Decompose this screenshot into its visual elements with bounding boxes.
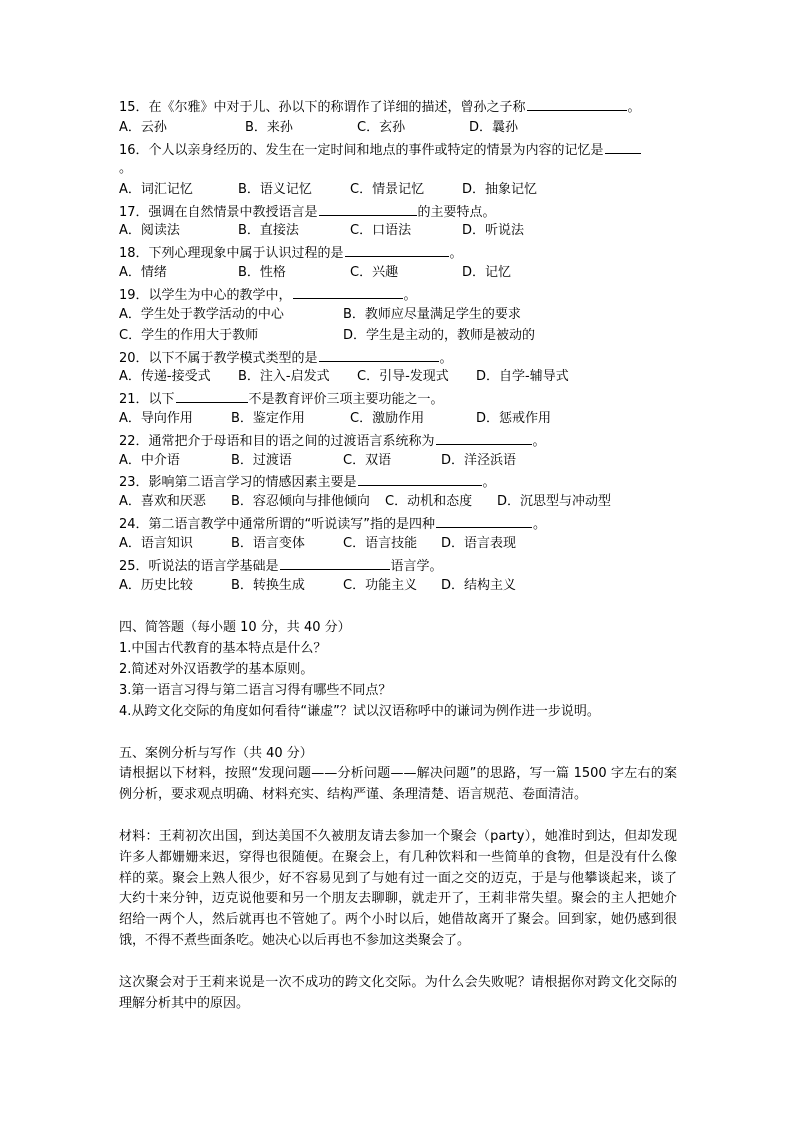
question-stem: 25．听说法的语言学基础是 — [119, 559, 279, 574]
question-25 — [119, 555, 443, 577]
question-stem: 19．以学生为中心的教学中， — [119, 288, 292, 303]
option-a[interactable]: A．喜欢和厌恶 — [119, 494, 206, 509]
case-question: 这次聚会对于王莉来说是一次不成功的跨文化交际。为什么会失败呢？请根据你对跨文化交际的理解分析其中的原因。 — [119, 975, 677, 1011]
option-c[interactable]: C．激励作用 — [350, 411, 425, 426]
question-stem-end: 。 — [532, 434, 546, 449]
option-d[interactable]: D．曩孙 — [469, 120, 519, 135]
question-stem: 15．在《尔雅》中对于儿、孙以下的称谓作了详细的描述，曾孙之子称 — [119, 100, 526, 115]
option-a[interactable]: A．云孙 — [119, 120, 167, 135]
answer-blank[interactable] — [358, 471, 482, 486]
question-stem-end: 不是教育评价三项主要功能之一。 — [248, 392, 444, 407]
option-b[interactable]: B．教师应尽量满足学生的要求 — [343, 307, 521, 322]
answer-blank[interactable] — [436, 513, 532, 528]
option-c[interactable]: C．口语法 — [350, 223, 412, 238]
option-b[interactable]: B．性格 — [238, 265, 286, 280]
short-answer-2: 2.简述对外汉语教学的基本原则。 — [119, 662, 314, 677]
option-a[interactable]: A．词汇记忆 — [119, 182, 193, 197]
question-stem: 22．通常把介于母语和目的语之间的过渡语言系统称为 — [119, 434, 435, 449]
question-18 — [119, 242, 463, 264]
option-c[interactable]: C．引导-发现式 — [357, 369, 449, 384]
answer-blank[interactable] — [527, 96, 627, 111]
short-answer-1: 1.中国古代教育的基本特点是什么？ — [119, 641, 327, 656]
question-stem-end: 。 — [627, 100, 641, 115]
option-d[interactable]: D．自学-辅导式 — [476, 369, 569, 384]
section-4-title: 四、简答题（每小题 10 分，共 40 分） — [119, 620, 351, 635]
question-stem: 17．强调在自然情景中教授语言是 — [119, 205, 318, 220]
short-answer-3: 3.第一语言习得与第二语言习得有哪些不同点？ — [119, 683, 392, 698]
option-a[interactable]: A．传递-接受式 — [119, 369, 211, 384]
question-stem: 21．以下 — [119, 392, 175, 407]
option-b[interactable]: B．语言变体 — [231, 536, 305, 551]
question-stem: 20．以下不属于教学模式类型的是 — [119, 351, 318, 366]
answer-blank[interactable] — [345, 242, 449, 257]
option-a[interactable]: A．语言知识 — [119, 536, 193, 551]
section-5-instruction: 请根据以下材料，按照“发现问题——分析问题——解决问题”的思路，写一篇 1500 字左右的案例分析，要求观点明确、材料充实、结构严谨、条理清楚、语言规范、卷面清洁。 — [119, 766, 677, 802]
option-d[interactable]: D．学生是主动的，教师是被动的 — [343, 328, 536, 343]
option-d[interactable]: D．沉思型与冲动型 — [497, 494, 612, 509]
question-15 — [119, 96, 641, 118]
option-a[interactable]: A．情绪 — [119, 265, 167, 280]
short-answer-4: 4.从跨文化交际的角度如何看待“谦虚”？试以汉语称呼中的谦词为例作进一步说明。 — [119, 704, 600, 719]
section-5-title: 五、案例分析与写作（共 40 分） — [119, 746, 313, 761]
option-c[interactable]: C．语言技能 — [343, 536, 418, 551]
option-d[interactable]: D．结构主义 — [441, 578, 517, 593]
option-c[interactable]: C．学生的作用大于教师 — [119, 328, 259, 343]
option-b[interactable]: B．语义记忆 — [238, 182, 312, 197]
question-22 — [119, 430, 546, 452]
question-stem: 18．下列心理现象中属于认识过程的是 — [119, 246, 344, 261]
question-stem-end: 。 — [533, 517, 547, 532]
option-a[interactable]: A．阅读法 — [119, 223, 180, 238]
option-b[interactable]: B．过渡语 — [231, 453, 292, 468]
question-20 — [119, 347, 453, 369]
question-19 — [119, 284, 417, 306]
question-stem-end: 的主要特点。 — [417, 205, 496, 220]
option-b[interactable]: B．容忍倾向与排他倾向 — [231, 494, 370, 509]
option-c[interactable]: C．情景记忆 — [350, 182, 425, 197]
option-b[interactable]: B．转换生成 — [231, 578, 305, 593]
question-23 — [119, 471, 496, 493]
question-stem: 23．影响第二语言学习的情感因素主要是 — [119, 475, 357, 490]
answer-blank[interactable] — [176, 388, 248, 403]
option-d[interactable]: D．抽象记忆 — [462, 182, 538, 197]
option-c[interactable]: C．玄孙 — [357, 120, 406, 135]
option-c[interactable]: C．功能主义 — [343, 578, 418, 593]
question-stem: 16．个人以亲身经历的、发生在一定时间和地点的事件或特定的情景为内容的记忆是 — [119, 143, 604, 158]
option-d[interactable]: D．惩戒作用 — [476, 411, 552, 426]
option-d[interactable]: D．记忆 — [462, 265, 512, 280]
question-24 — [119, 513, 546, 535]
answer-blank[interactable] — [436, 430, 532, 445]
option-d[interactable]: D．洋泾浜语 — [441, 453, 517, 468]
answer-blank[interactable] — [605, 139, 641, 154]
question-16-end: 。 — [119, 161, 133, 176]
answer-blank[interactable] — [293, 284, 403, 299]
answer-blank[interactable] — [319, 201, 417, 216]
option-b[interactable]: B．直接法 — [238, 223, 299, 238]
question-stem: 24．第二语言教学中通常所谓的“听说读写”指的是四种 — [119, 517, 436, 532]
question-stem-end: 。 — [482, 475, 496, 490]
question-stem-end: 语言学。 — [390, 559, 443, 574]
option-c[interactable]: C．动机和态度 — [385, 494, 473, 509]
question-stem-end: 。 — [439, 351, 453, 366]
answer-blank[interactable] — [280, 555, 390, 570]
question-16 — [119, 139, 642, 161]
question-stem-end: 。 — [449, 246, 463, 261]
option-c[interactable]: C．兴趣 — [350, 265, 399, 280]
question-21 — [119, 388, 444, 410]
option-a[interactable]: A．导向作用 — [119, 411, 193, 426]
question-stem-end: 。 — [403, 288, 417, 303]
option-b[interactable]: B．鉴定作用 — [231, 411, 305, 426]
option-d[interactable]: D．听说法 — [462, 223, 525, 238]
option-c[interactable]: C．双语 — [343, 453, 392, 468]
option-a[interactable]: A．中介语 — [119, 453, 180, 468]
case-material: 材料：王莉初次出国，到达美国不久被朋友请去参加一个聚会（party），她准时到达，但却发现许多人都姗姗来迟，穿得也很随便。在聚会上，有几种饮料和一些简单的食物，但是没有什么像样的菜。聚会上熟人很少，好不容易见到了与她有过一面之交的迈克，于是与他攀谈起来，谈了大约十来分钟，迈克说他要和另一个朋友去聊聊，就走开了，王莉非常失望。聚会的主人把她介绍给一两个人，然后就再也不管她了。两个小时以后，她借故离开了聚会。回到家，她仍感到很饿，不得不煮些面条吃。她决心以后再也不参加这类聚会了。 — [119, 829, 677, 948]
option-d[interactable]: D．语言表现 — [441, 536, 517, 551]
option-a[interactable]: A．学生处于教学活动的中心 — [119, 307, 284, 322]
option-b[interactable]: B．注入-启发式 — [238, 369, 330, 384]
option-a[interactable]: A．历史比较 — [119, 578, 193, 593]
answer-blank[interactable] — [319, 347, 439, 362]
option-b[interactable]: B．来孙 — [245, 120, 293, 135]
question-17 — [119, 201, 496, 223]
